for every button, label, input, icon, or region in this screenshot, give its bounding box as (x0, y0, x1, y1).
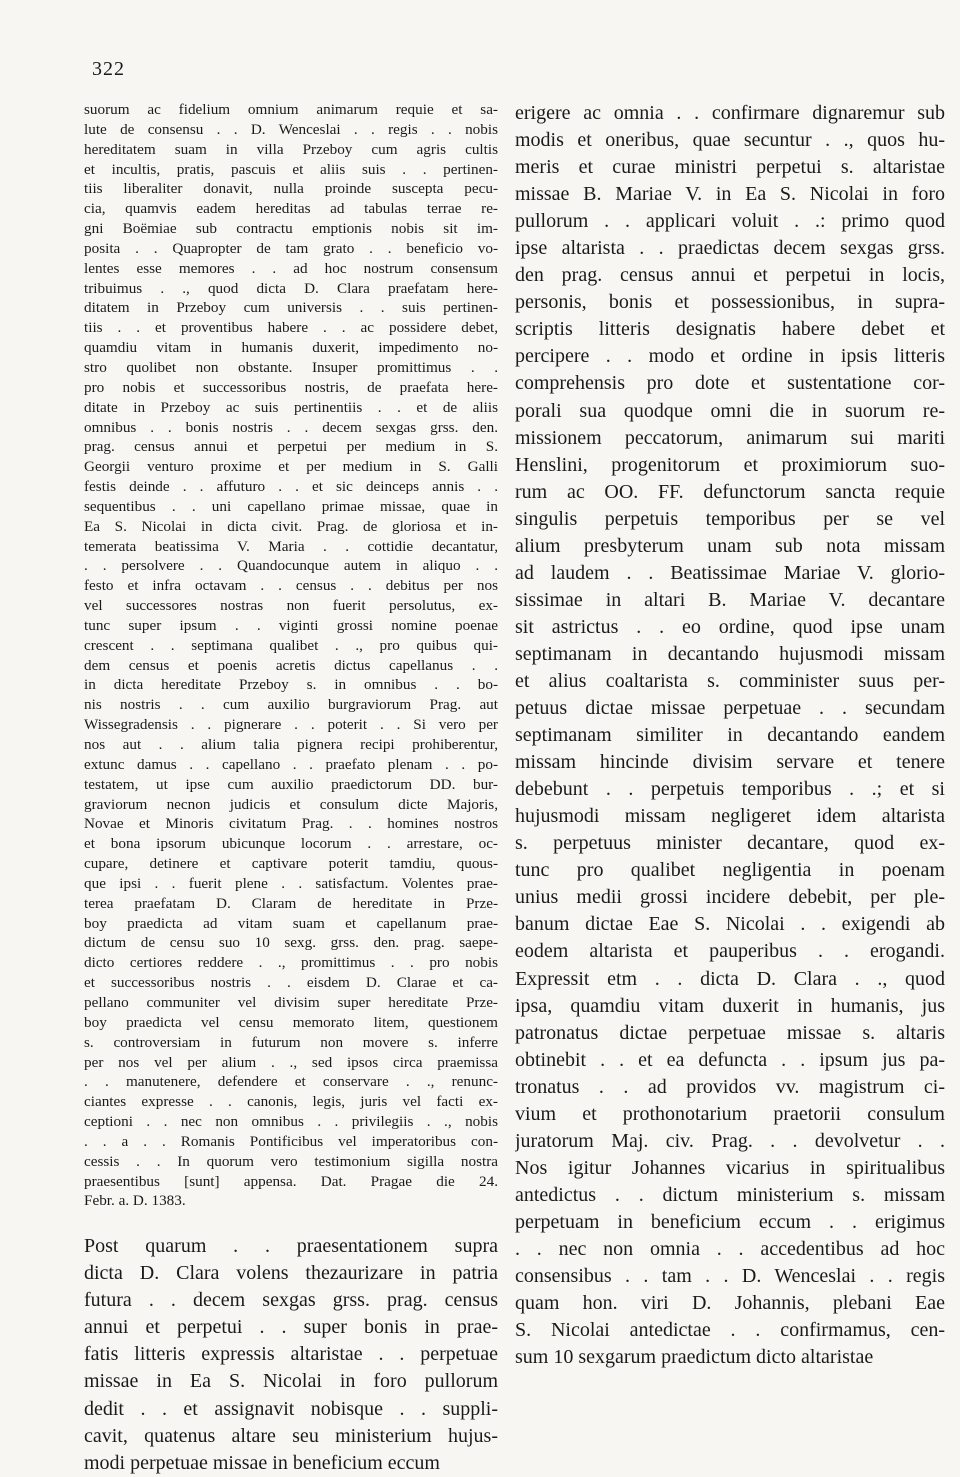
text-line: dictum de censu suo 10 sexg. grss. den. prag. saepe- (84, 934, 498, 952)
text-line: festo et infra octavam . . census . . debitus per nos (84, 577, 498, 595)
text-line: ipsa, quamdiu vitam duxerit in humanis, jus (515, 994, 945, 1017)
text-line: per nos vel per alium . ., sed ipsos circa praemissa (84, 1053, 498, 1071)
narrative-paragraph (84, 1233, 498, 1476)
page-number: 322 (92, 58, 125, 80)
text-line: comprehensis pro dote et sustentatione cor- (515, 372, 945, 395)
charter-quotation (84, 100, 498, 1211)
text-line: S. Nicolai antedictae . . confirmamus, cen- (515, 1319, 945, 1342)
text-line: modi perpetuae missae in beneficium eccum (84, 1451, 440, 1474)
text-line: et bona ipsorum ubicunque locorum . . arrestare, oc- (84, 835, 498, 853)
text-line: tunc super ipsum . . viginti grossi nomine poenae (84, 616, 498, 634)
text-line: vium et prothonotarium praetorii consulum (515, 1102, 945, 1125)
text-line: ipse altarista . . praedictas decem sexgas grss. (515, 237, 945, 260)
text-line: dem census et poenis acretis dictus capellanus . . (84, 656, 498, 674)
text-line: lute de consensu . . D. Wenceslai . . regis . . nobis (84, 120, 498, 138)
text-line: lentes esse memores . . ad hoc nostrum consensum (84, 259, 498, 277)
text-line: missae B. Mariae V. in Ea S. Nicolai in foro (515, 183, 945, 206)
text-line: boy praedicta vel censu memorato litem, questionem (84, 1013, 498, 1031)
text-line: ditatem in Przeboy cum universis . . suis pertinen- (84, 299, 498, 317)
text-line: tiis . . et proventibus habere . . ac possidere debet, (84, 319, 498, 337)
text-line: extunc damus . . capellano . . praefato plenam . . po- (84, 755, 498, 773)
text-line: quam hon. viri D. Johannis, plebani Eae (515, 1292, 945, 1315)
text-line: banum dictae Eae S. Nicolai . . exigendi ab (515, 913, 945, 936)
text-line: et incultis, pratis, pascuis et aliis suis . . pertinen- (84, 160, 498, 178)
text-line: quamdiu vitam in humanis duxerit, impedimento no- (84, 339, 498, 357)
text-line: in dicta hereditate Przeboy s. in omnibus . . bo- (84, 676, 498, 694)
text-line: omnibus . . bonis nostris . . decem sexgas grss. den. (84, 418, 498, 436)
text-line: perpetuam in beneficium eccum . . erigimus (515, 1210, 945, 1233)
text-line: Wissegradensis . . pignerare . . poterit . . Si vero per (84, 716, 498, 734)
text-line: pellano communiter vel divisim super hereditate Prze- (84, 993, 498, 1011)
text-line: scriptis litteris designatis habere debet et (515, 318, 945, 341)
text-line: Nos igitur Johannes vicarius in spiritualibus (515, 1156, 945, 1179)
text-line: septimanam similiter in decantando eandem (515, 724, 945, 747)
text-line: . . persolvere . . Quandocunque autem in aliquo . . (84, 557, 498, 575)
text-line: prag. census annui et perpetui per medium in S. (84, 438, 498, 456)
text-line: tronatus . . ad providos vv. magistrum ci- (515, 1075, 945, 1098)
text-line: futura . . decem sexgas grss. prag. census (84, 1289, 498, 1312)
text-line: percipere . . modo et ordine in ipsis litteris (515, 345, 945, 368)
text-line: dicta D. Clara volens thezaurizare in patria (84, 1262, 498, 1285)
text-line: temerata beatissima V. Maria . . cottidie decantatur, (84, 537, 498, 555)
text-line: hujusmodi missam negligeret idem altarista (515, 805, 945, 828)
text-line: petuus dictae missae perpetuae . . secundam (515, 697, 945, 720)
text-line: dicto certiores reddere . ., promittimus . . pro nobis (84, 954, 498, 972)
text-line: personis, bonis et possessionibus, in supra- (515, 291, 945, 314)
text-line: Ea S. Nicolai in dicta civit. Prag. de gloriosa et in- (84, 517, 498, 535)
text-line: hereditatem suam in villa Przeboy cum agris cultis (84, 140, 498, 158)
text-line: ditate in Przeboy ac suis pertinentiis . . et de aliis (84, 398, 498, 416)
text-line: s. perpetuus minister decantare, quod ex- (515, 832, 945, 855)
text-line: sequentibus . . uni capellano primae missae, quae in (84, 497, 498, 515)
text-line: sissimae in altari B. Mariae V. decantare (515, 588, 945, 611)
text-line: sum 10 sexgarum praedictum dicto altaristae (515, 1346, 874, 1369)
left-column (84, 100, 498, 1477)
text-line: cia, quamvis eadem hereditas ad tabulas terrae re- (84, 200, 498, 218)
text-line: crescent . . septimana qualibet . ., pro quibus qui- (84, 636, 498, 654)
text-line: annui et perpetui . . super bonis in prae- (84, 1316, 498, 1339)
text-line: modis et oneribus, quae secuntur . ., quos hu- (515, 129, 945, 152)
text-line: stro quolibet non obstante. Insuper promittimus . . (84, 358, 498, 376)
text-line: sit astrictus . . eo ordine, quod ipse unam (515, 615, 945, 638)
text-line: . . a . . Romanis Pontificibus vel imperatoribus con- (84, 1132, 498, 1150)
text-line: ciantes expresse . . canonis, legis, juris vel facti ex- (84, 1093, 498, 1111)
text-line: den prag. census annui et perpetui in locis, (515, 264, 945, 287)
text-line: debebunt . . perpetuis temporibus . .; et si (515, 778, 945, 801)
right-column (515, 100, 945, 1371)
text-line: Novae et Minoris civitatum Prag. . . homines nostros (84, 815, 498, 833)
text-line: porali sua quodque omni die in suorum re- (515, 399, 945, 422)
text-line: unius medii grossi incidere debebit, per ple- (515, 886, 945, 909)
text-line: praesentibus [sunt] appensa. Dat. Pragae die 24. (84, 1172, 498, 1190)
text-line: . . nec non omnia . . accedentibus ad hoc (515, 1237, 945, 1260)
text-line: Georgii venturo proxime et per medium in S. Galli (84, 458, 498, 476)
text-line: septimanam in decantando hujusmodi missam (515, 642, 945, 665)
text-line: et successoribus nostris . . eisdem D. Clarae et ca- (84, 974, 498, 992)
text-line: alium presbyterum unam sub nota missam (515, 534, 945, 557)
text-line: pullorum . . applicari voluit . .: primo quod (515, 210, 945, 233)
text-line: ad laudem . . Beatissimae Mariae V. glorio- (515, 561, 945, 584)
text-line: nos aut . . alium talia pignera recipi prohiberentur, (84, 736, 498, 753)
text-line: erigere ac omnia . . confirmare dignaremur sub (515, 102, 945, 124)
text-line: meris et curae ministri perpetui s. altaristae (515, 156, 945, 179)
text-line: graviorum necnon judicis et consulum dicte Majoris, (84, 795, 498, 813)
text-line: gni Boëmiae sub contractu emptionis nobis sit im- (84, 220, 498, 238)
text-line: patronatus dictae perpetuae missae s. altaris (515, 1021, 945, 1044)
text-line: testatem, ut ipse cum auxilio praedictorum DD. bur- (84, 775, 498, 793)
text-line: tribuimus . ., quod dicta D. Clara praefatam here- (84, 279, 498, 297)
text-line: dedit . . et assignavit nobisque . . suppli- (84, 1397, 498, 1420)
text-line: Febr. a. D. 1383. (84, 1192, 186, 1210)
text-line: vel successores nostras non fuerit persolutus, ex- (84, 597, 498, 615)
text-line: tunc pro qualibet negligentia in poenam (515, 859, 945, 882)
text-line: . . manutenere, defendere et conservare . ., renunc- (84, 1073, 498, 1091)
text-line: antedictus . . dictum ministerium s. missam (515, 1183, 945, 1206)
text-line: et alius coaltarista s. comminister suus per- (515, 669, 945, 692)
text-line: s. controversiam in futurum non movere s. inferre (84, 1033, 498, 1051)
text-line: festis deinde . . affuturo . . et sic deinceps annis . . (84, 478, 498, 496)
text-line: Post quarum . . praesentationem supra (84, 1235, 498, 1258)
text-line: ceptioni . . nec non omnibus . . privilegiis . ., nobis (84, 1113, 498, 1131)
text-line: tiis liberaliter donavit, nulla proinde suscepta pecu- (84, 180, 498, 198)
text-line: obtinebit . . et ea defuncta . . ipsum jus pa- (515, 1048, 945, 1071)
text-line: rum ac OO. FF. defunctorum sancta requie (515, 480, 945, 503)
text-line: fatis litteris expressis altaristae . . perpetuae (84, 1343, 498, 1366)
text-line: suorum ac fidelium omnium animarum requie et sa- (84, 101, 498, 118)
text-line: missam hincinde divisim servare et tenere (515, 751, 945, 774)
text-line: terea praefatam D. Claram de hereditate in Prze- (84, 894, 498, 912)
text-line: singulis perpetuis temporibus per se vel (515, 507, 945, 530)
text-line: juratorum Maj. civ. Prag. . . devolvetur . . (515, 1129, 945, 1152)
text-line: missionem peccatorum, animarum sui mariti (515, 426, 945, 449)
text-line: cupare, detinere et captivare poterit tamdiu, quous- (84, 855, 498, 873)
text-line: eodem altarista et pauperibus . . erogandi. (515, 940, 945, 963)
text-line: posita . . Quapropter de tam grato . . beneficio vo- (84, 239, 498, 257)
text-line: cavit, quatenus altare seu ministerium hujus- (84, 1424, 498, 1447)
text-line: pro nobis et successoribus nostris, de praefata here- (84, 378, 498, 396)
text-line: Expressit etm . . dicta D. Clara . ., quod (515, 967, 945, 990)
text-line: nis nostris . . cum auxilio burgraviorum Prag. aut (84, 696, 498, 714)
text-line: boy praedicta ad vitam suam et capellanum prae- (84, 914, 498, 932)
text-line: que ipsi . . fuerit plene . . satisfactum. Volentes prae- (84, 874, 498, 892)
text-line: consensibus . . tam . . D. Wenceslai . . regis (515, 1265, 945, 1288)
text-line: cessis . . In quorum vero testimonium sigilla nostra (84, 1152, 498, 1170)
text-line: Henslini, progenitorum et proximiorum suo- (515, 453, 945, 476)
text-line: missae in Ea S. Nicolai in foro pullorum (84, 1370, 498, 1393)
